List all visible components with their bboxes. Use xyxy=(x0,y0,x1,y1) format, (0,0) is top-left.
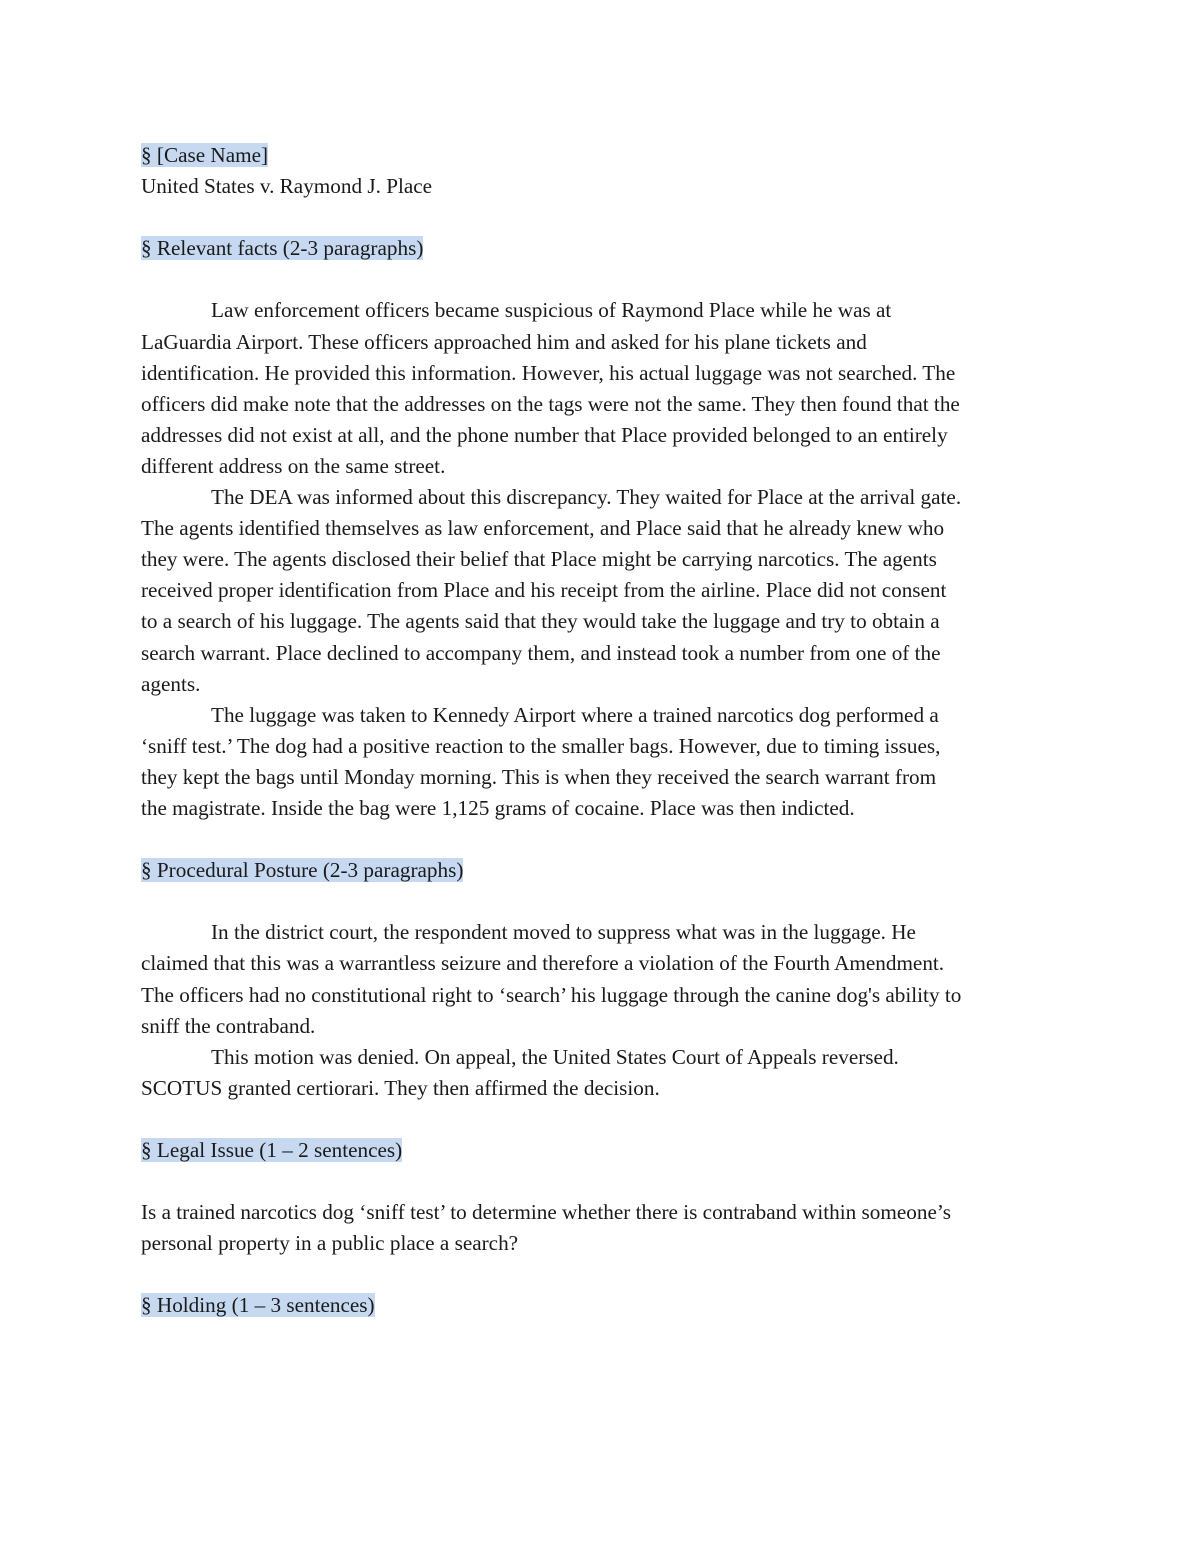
section-heading-holding xyxy=(141,1290,1061,1321)
facts-paragraph-1-line: different address on the same street. xyxy=(141,453,446,478)
heading-highlight: § Legal Issue (1 – 2 sentences) xyxy=(141,1138,403,1162)
section-heading-procedural-posture xyxy=(141,855,1061,886)
posture-paragraph-2-line: SCOTUS granted certiorari. They then affirmed the decision. xyxy=(141,1075,660,1100)
text-run: This motion was denied. On appeal, the United States Court of Appeals reversed. xyxy=(211,1044,899,1069)
facts-paragraph-3-line: the magistrate. Inside the bag were 1,125 grams of cocaine. Place was then indicted. xyxy=(141,795,855,820)
facts-paragraph-2-line: agents. xyxy=(141,671,201,696)
facts-paragraph-1-line: LaGuardia Airport. These officers approached him and asked for his plane tickets and xyxy=(141,329,867,354)
facts-paragraph-3-line xyxy=(141,700,1061,731)
posture-paragraph-2-line xyxy=(141,1042,1061,1073)
facts-paragraph-3-line: they kept the bags until Monday morning. This is when they received the search warrant from xyxy=(141,764,937,789)
posture-paragraph-1-line xyxy=(141,917,1061,948)
text-run: In the district court, the respondent moved to suppress what was in the luggage. He xyxy=(211,920,916,945)
facts-paragraph-2-line: received proper identification from Place and his receipt from the airline. Place did not consent xyxy=(141,578,947,603)
blank-line xyxy=(141,1104,1061,1135)
section-heading-relevant-facts xyxy=(141,233,1061,264)
section-heading-legal-issue xyxy=(141,1135,1061,1166)
blank-line xyxy=(141,1166,1061,1197)
text-run: The luggage was taken to Kennedy Airport where a trained narcotics dog performed a xyxy=(211,702,939,727)
blank-line xyxy=(141,202,1061,233)
case-name-text: United States v. Raymond J. Place xyxy=(141,174,433,199)
facts-paragraph-3-line: ‘sniff test.’ The dog had a positive reaction to the smaller bags. However, due to timing issues, xyxy=(141,733,941,758)
heading-highlight: § Relevant facts (2-3 paragraphs) xyxy=(141,236,424,261)
facts-paragraph-1-line xyxy=(141,295,1061,326)
legal-issue-line: Is a trained narcotics dog ‘sniff test’ to determine whether there is contraband within someone’s xyxy=(141,1200,951,1225)
facts-paragraph-2-line: they were. The agents disclosed their belief that Place might be carrying narcotics. The agents xyxy=(141,547,937,572)
heading-highlight: § Holding (1 – 3 sentences) xyxy=(141,1293,375,1318)
facts-paragraph-2-line: The agents identified themselves as law enforcement, and Place said that he already knew who xyxy=(141,516,945,541)
legal-issue-line: personal property in a public place a search? xyxy=(141,1231,519,1256)
blank-line xyxy=(141,264,1061,295)
heading-highlight: § [Case Name] xyxy=(141,143,269,167)
section-heading-case-name xyxy=(141,140,1061,171)
facts-paragraph-2-line xyxy=(141,482,1061,513)
text-run: Law enforcement officers became suspicious of Raymond Place while he was at xyxy=(211,298,892,323)
posture-paragraph-1-line: sniff the contraband. xyxy=(141,1013,316,1038)
facts-paragraph-1-line: addresses did not exist at all, and the phone number that Place provided belonged to an entirely xyxy=(141,422,948,447)
posture-paragraph-1-line: claimed that this was a warrantless seizure and therefore a violation of the Fourth Amendment. xyxy=(141,951,945,976)
posture-paragraph-1-line: The officers had no constitutional right to ‘search’ his luggage through the canine dog's ability to xyxy=(141,982,962,1007)
blank-line xyxy=(141,886,1061,917)
facts-paragraph-1-line: officers did make note that the addresses on the tags were not the same. They then found that the xyxy=(141,391,960,416)
text-run: The DEA was informed about this discrepancy. They waited for Place at the arrival gate. xyxy=(211,485,962,510)
document-body xyxy=(141,140,1061,1322)
facts-paragraph-2-line: search warrant. Place declined to accompany them, and instead took a number from one of the xyxy=(141,640,941,665)
heading-highlight: § Procedural Posture (2-3 paragraphs) xyxy=(141,858,464,883)
facts-paragraph-2-line: to a search of his luggage. The agents said that they would take the luggage and try to obtain a xyxy=(141,609,940,634)
blank-line xyxy=(141,1259,1061,1290)
blank-line xyxy=(141,824,1061,855)
facts-paragraph-1-line: identification. He provided this information. However, his actual luggage was not searched. The xyxy=(141,360,956,385)
